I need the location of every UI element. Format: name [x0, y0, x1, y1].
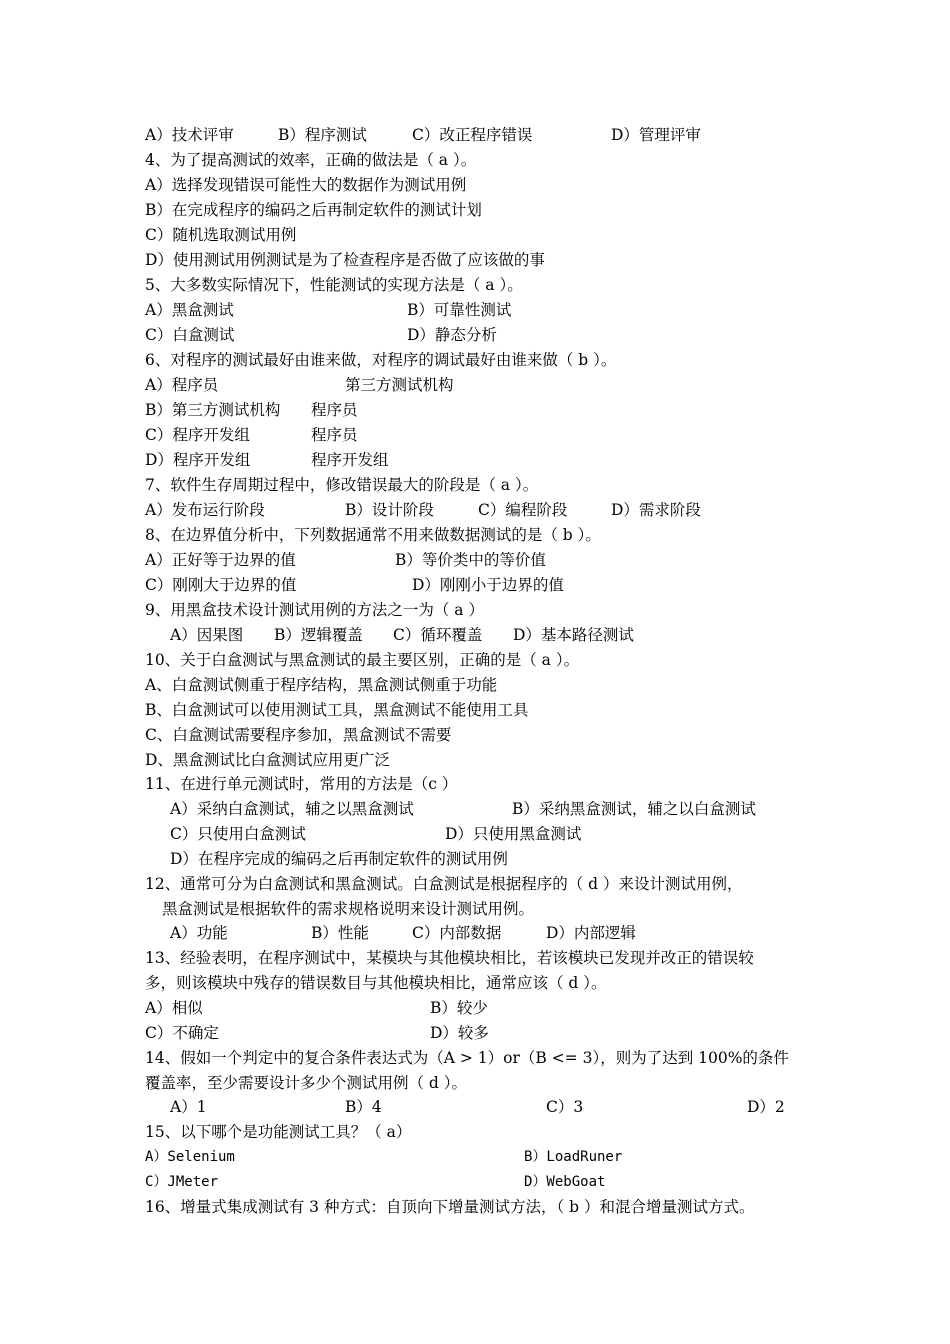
option-b: B）在完成程序的编码之后再制定软件的测试计划 [145, 201, 482, 219]
option-d-extra: D）在程序完成的编码之后再制定软件的测试用例 [170, 850, 508, 868]
question-4 [0, 148, 950, 173]
option-a: A）相似 [145, 999, 203, 1017]
question-text: 7、软件生存周期过程中，修改错误最大的阶段是（ a ）。 [145, 476, 539, 494]
option-c: C）程序开发组 [145, 426, 250, 444]
question-text: 13、经验表明，在程序测试中，某模块与其他模块相比，若该模块已发现并改正的错误较 [145, 949, 754, 967]
text-line [0, 223, 950, 248]
text-line [0, 248, 950, 273]
text-line [0, 573, 950, 598]
option-a: A）功能 [170, 924, 228, 942]
question-text: 11、在进行单元测试时，常用的方法是（c ） [145, 775, 458, 793]
option-d: D）需求阶段 [611, 501, 701, 519]
option-c: C）3 [546, 1098, 584, 1116]
option-b: B）4 [345, 1098, 382, 1116]
question-text: 6、对程序的测试最好由谁来做，对程序的调试最好由谁来做（ b ）。 [145, 351, 617, 369]
question-14 [0, 1046, 950, 1071]
text-line [0, 996, 950, 1021]
option-c: C）只使用白盒测试 [170, 825, 306, 843]
question-text: 9、用黑盒技术设计测试用例的方法之一为（ a ） [145, 601, 484, 619]
text-line [0, 1095, 950, 1120]
option-b: B）程序测试 [278, 126, 367, 144]
text-line [0, 1021, 950, 1046]
option-c: C）内部数据 [412, 924, 502, 942]
question-11 [0, 772, 950, 797]
text-line [0, 448, 950, 473]
option-b: B）第三方测试机构 [145, 401, 281, 419]
option-c: C）循环覆盖 [393, 626, 483, 644]
option-b-second: 程序员 [311, 401, 358, 419]
question-8 [0, 523, 950, 548]
option-b: B）性能 [311, 924, 369, 942]
text-line [0, 623, 950, 648]
option-d: D）只使用黑盒测试 [445, 825, 582, 843]
question-6 [0, 348, 950, 373]
question-9 [0, 598, 950, 623]
option-b: B）可靠性测试 [407, 301, 512, 319]
option-a: A）采纳白盒测试，辅之以黑盒测试 [170, 800, 414, 818]
option-c: C）改正程序错误 [412, 126, 533, 144]
option-d: D）2 [747, 1098, 785, 1116]
question-text-continued: 多，则该模块中残存的错误数目与其他模块相比，通常应该（ d ）。 [145, 974, 607, 992]
text-line [0, 897, 950, 922]
text-line [0, 971, 950, 996]
question-text: 12、通常可分为白盒测试和黑盒测试。白盒测试是根据程序的（ d ）来设计测试用例， [145, 875, 743, 893]
option-b: B）等价类中的等价值 [395, 551, 546, 569]
text-line [0, 198, 950, 223]
option-d: D）较多 [430, 1024, 489, 1042]
text-line [0, 423, 950, 448]
text-line [0, 398, 950, 423]
text-line [0, 498, 950, 523]
text-line [0, 123, 950, 148]
option-d: D）程序开发组 [145, 451, 251, 469]
option-b: B、白盒测试可以使用测试工具，黑盒测试不能使用工具 [145, 701, 529, 719]
option-c: C）白盒测试 [145, 326, 235, 344]
option-a: A）选择发现错误可能性大的数据作为测试用例 [145, 176, 467, 194]
option-a: A）程序员 [145, 376, 219, 394]
option-b: B）设计阶段 [345, 501, 434, 519]
text-line [0, 1071, 950, 1096]
option-c: C）不确定 [145, 1024, 219, 1042]
option-d: D）使用测试用例测试是为了检查程序是否做了应该做的事 [145, 251, 545, 269]
question-10 [0, 648, 950, 673]
text-line [0, 748, 950, 773]
option-a: A）技术评审 [145, 126, 234, 144]
question-7 [0, 473, 950, 498]
question-text: 5、大多数实际情况下，性能测试的实现方法是（ a ）。 [145, 276, 523, 294]
option-a-second: 第三方测试机构 [345, 376, 454, 394]
option-a: A）正好等于边界的值 [145, 551, 296, 569]
option-d: D）静态分析 [407, 326, 497, 344]
option-c-second: 程序员 [311, 426, 358, 444]
text-line [0, 1170, 950, 1195]
text-line [0, 921, 950, 946]
question-text-continued: 黑盒测试是根据软件的需求规格说明来设计测试用例。 [162, 900, 535, 918]
text-line [0, 1145, 950, 1170]
option-c: C）随机选取测试用例 [145, 226, 297, 244]
option-a: A）Selenium [145, 1149, 235, 1165]
option-d: D）WebGoat [524, 1174, 606, 1190]
question-text: 4、为了提高测试的效率，正确的做法是（ a ）。 [145, 151, 477, 169]
option-d: D）基本路径测试 [513, 626, 634, 644]
question-text: 8、在边界值分析中，下列数据通常不用来做数据测试的是（ b ）。 [145, 526, 601, 544]
text-line [0, 373, 950, 398]
option-d: D）内部逻辑 [546, 924, 636, 942]
option-d: D）刚刚小于边界的值 [412, 576, 564, 594]
question-15 [0, 1120, 950, 1145]
option-a: A）发布运行阶段 [145, 501, 265, 519]
option-d: D）管理评审 [611, 126, 701, 144]
option-d-second: 程序开发组 [311, 451, 389, 469]
text-line [0, 548, 950, 573]
option-c: C）编程阶段 [478, 501, 568, 519]
option-a: A）因果图 [170, 626, 244, 644]
question-5 [0, 273, 950, 298]
question-text: 10、关于白盒测试与黑盒测试的最主要区别，正确的是（ a ）。 [145, 651, 580, 669]
question-text: 16、增量式集成测试有 3 种方式：自顶向下增量测试方法，（ b ）和混合增量测试方式。 [145, 1198, 755, 1216]
question-16 [0, 1195, 950, 1220]
text-line [0, 847, 950, 872]
option-c: C、白盒测试需要程序参加，黑盒测试不需要 [145, 726, 452, 744]
option-b: B）逻辑覆盖 [274, 626, 363, 644]
text-line [0, 822, 950, 847]
text-line [0, 323, 950, 348]
text-line [0, 173, 950, 198]
text-line [0, 723, 950, 748]
option-c: C）刚刚大于边界的值 [145, 576, 297, 594]
option-a: A）1 [170, 1098, 207, 1116]
question-text: 14、假如一个判定中的复合条件表达式为（A > 1）or（B <= 3），则为了达到 100%的条件 [145, 1049, 789, 1067]
option-a: A）黑盒测试 [145, 301, 234, 319]
text-line [0, 298, 950, 323]
option-b: B）采纳黑盒测试，辅之以白盒测试 [512, 800, 756, 818]
text-line [0, 797, 950, 822]
question-text: 15、以下哪个是功能测试工具？（ a） [145, 1123, 412, 1141]
option-a: A、白盒测试侧重于程序结构，黑盒测试侧重于功能 [145, 676, 498, 694]
question-13 [0, 946, 950, 971]
option-d: D、黑盒测试比白盒测试应用更广泛 [145, 751, 390, 769]
question-12 [0, 872, 950, 897]
option-b: B）LoadRuner [524, 1149, 623, 1165]
option-b: B）较少 [430, 999, 488, 1017]
question-text-continued: 覆盖率，至少需要设计多少个测试用例（ d ）。 [145, 1074, 468, 1092]
text-line [0, 698, 950, 723]
option-c: C）JMeter [145, 1174, 219, 1190]
text-line [0, 673, 950, 698]
